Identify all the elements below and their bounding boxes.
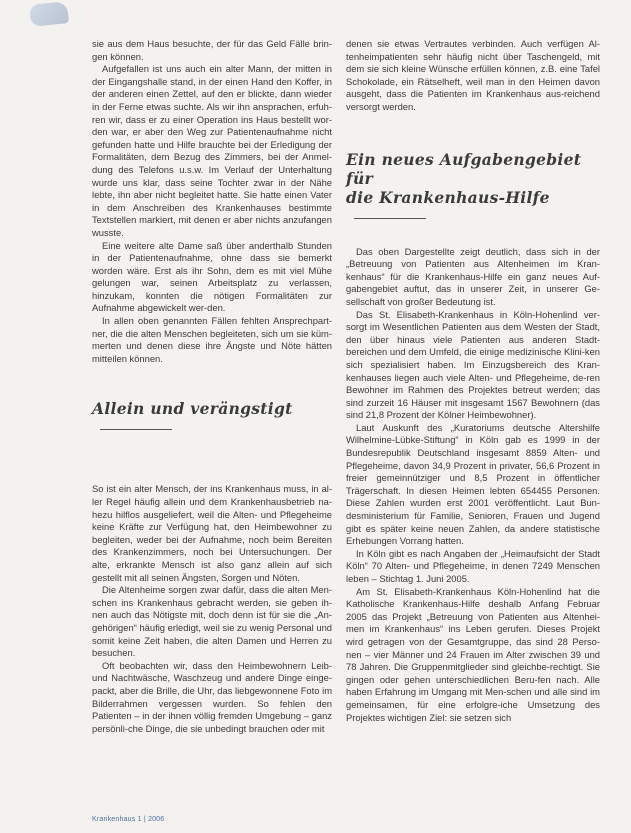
heading-rule bbox=[100, 429, 172, 430]
paragraph: denen sie etwas Vertrautes verbinden. Auch verfügen Al-tenheimpatienten sehr häufig nicht über Taschengeld, mit dem sie sich kleine Wünsche erfüllen können, z.B. eine Tafel Schokolade, ein Rätselheft, weil man in den Heimen davon ausgeht, dass die Patienten im Krankenhaus aus-reichend versorgt werden. bbox=[346, 38, 600, 112]
section-heading bbox=[92, 399, 332, 437]
left-column bbox=[92, 38, 332, 735]
paragraph: In Köln gibt es nach Angaben der „Heimaufsicht der Stadt Köln“ 70 Alten- und Pflegeheime, in denen 7249 Menschen leben – Stichtag 1. Juni 2005. bbox=[346, 547, 600, 584]
paragraph: Die Altenheime sorgen zwar dafür, dass die alten Men-schen ins Krankenhaus gebracht werden, sie geben ih-nen auch das Nötigste mit, doch denn ist für sie die „An-gehörigen“ häufig erledigt, weil sie zu wenig Personal und somit keine Zeit haben, die alten Damen und Herren zu besuchen. bbox=[92, 584, 332, 659]
heading-rule bbox=[354, 218, 426, 219]
paragraph: Laut Auskunft des „Kuratoriums deutsche Altershilfe Wilhelmine-Lübke-Stiftung“ in Köln gab es 1999 in der Bundesrepublik Deutschland insgesamt 8859 Alten- und Pflegeheime, davon 34,9 Prozent in privater, 56,6 Prozent in freier gemeinnütziger und 8,5 Prozent in öffentlicher Trägerschaft. In diesen Heimen lebten 654455 Personen. Diese Zahlen wurden erst 2001 veröffentlicht. Laut Bun-desministerium für Familie, Senioren, Frauen und Jugend gibt es später keine neuen Zahlen, da andere statistische Erhebungen Vorrang hatten. bbox=[346, 421, 600, 547]
paragraph: Oft beobachten wir, dass den Heimbewohnern Leib- und Nachtwäsche, Waschzeug und andere Dinge einge-packt, aber die Brille, die Uhr, das liebgewonnene Foto im Bilderrahmen vergessen wurden. So fehlen den Patienten – in der ihnen völlig fremden Umgebung – ganz persönli-che Dinge, die sie unbedingt brauchen oder mit bbox=[92, 659, 332, 734]
paragraph: Eine weitere alte Dame saß über anderthalb Stunden in der Patientenaufnahme, ohne dass sie bemerkt worden wäre. Erst als ihr Sohn, dem es mit viel Mühe gelungen war, seinen Arbeitsplatz zu verlassen, hinzukam, konnten die nötigen Formalitäten zur Aufnahme abgewickelt wer-den. bbox=[92, 239, 332, 314]
section-heading-line: Ein neues Aufgabengebiet für bbox=[346, 149, 582, 188]
paragraph: So ist ein alter Mensch, der ins Krankenhaus muss, in al-ler Regel häufig allein und dem Krankenhausbetrieb na-hezu hilflos ausgeliefert, weil die Alten- und Pflegeheime keine Kräfte zur Verfügung hat, den Heimbewohner zu begleiten, weder bei der Aufnahme, noch beim Bereiten des Krankenzimmers, noch bei Untersuchungen. Der alte, erkrankte Mensch ist also ganz allein auf sich gestellt mit all seinen Ängsten, Sorgen und Nöten. bbox=[92, 483, 332, 583]
page-footer: Krankenhaus 1 | 2006 bbox=[92, 816, 165, 823]
section-heading bbox=[346, 150, 600, 226]
paragraph: Das oben Dargestellte zeigt deutlich, dass sich in der „Betreuung von Patienten aus Altenheimen im Kran-kenhaus“ für die Krankenhaus-Hilfe ein ganz neues Auf-gabengebiet auftut, das in unserer Zeit, in unserer Ge-sellschaft von großer Bedeutung ist. bbox=[346, 245, 600, 307]
paragraph: Das St. Elisabeth-Krankenhaus in Köln-Hohenlind ver-sorgt im Wesentlichen Patienten aus dem Westen der Stadt, den über hinaus viele Patienten aus anderen Stadt-bereichen und dem Umfeld, die einige medizinische Klini-ken sich spezialisiert haben. Im Einzugsbereich des Kran-kenhauses liegen auch viele Alten- und Pflegeheime, de-ren Bewohner im Rahmen des Projektes betreut werden; das sind zurzeit 16 Häuser mit insgesamt 1567 Bewohnern (das sind 21,8 Prozent der Kölner Heimbewohner). bbox=[346, 308, 600, 421]
paragraph: In allen oben genannten Fällen fehlten Ansprechpart-ner, die die alten Menschen begleiteten, sich um sie küm-merten und denen diese ihre Ängste und Nöte hätten mitteilen können. bbox=[92, 315, 332, 364]
logo-icon bbox=[29, 1, 69, 27]
right-column bbox=[346, 38, 600, 724]
paragraph: Am St. Elisabeth-Krankenhaus Köln-Hohenlind hat die Katholische Krankenhaus-Hilfe deshalb Anfang Februar 2005 das Projekt „Betreuung von Patienten aus Altenhei-men im Krankenhaus“ ins Leben gerufen. Dieses Projekt wird getragen von der Gesamtgruppe, das sind 28 Perso-nen – vier Männer und 24 Frauen im Alter zwischen 39 und 78 Jahren. Die Gruppenmitglieder sind gleichbe-rechtigt. Sie gingen oder gehen unterschiedlichen Beru-fen nach. Alle haben Erfahrung im Umgang mit Men-schen und alle sind im gemeinsamen, für eine erfolgre-iche Umsetzung des Projektes wichtigen Ziel: sie setzen sich bbox=[346, 585, 600, 723]
section-heading-line: die Krankenhaus-Hilfe bbox=[346, 187, 550, 207]
paragraph: sie aus dem Haus besuchte, der für das Geld Fälle brin-gen können. bbox=[92, 38, 332, 62]
paragraph: Aufgefallen ist uns auch ein alter Mann, der mitten in der Eingangshalle stand, in der einen Hand den Koffer, in der anderen einen Zettel, auf den er blickte, dann wieder in der Ferne etwas suchte. Als wir ihn ansprachen, erfuh-ren wir, dass er zu einer Operation ins Haus bestellt wor-den war, er aber den Weg zur Patientenaufnahme nicht gefunden hatte und Hilfe brauchte bei der Erledigung der Formalitäten, dem Bezug des Zimmers, bei der Anmel-dung des Telefons u.s.w. Im Verlauf der Unterhaltung wurde uns klar, dass seine Tochter zwar in der Nähe lebte, ihn aber nicht begleitet hatte. Sie hatte einen Vater in dem Anschreiben des Krankenhauses bestimmte Textstellen markiert, mit denen er aber nichts anzufangen wusste. bbox=[92, 63, 332, 238]
section-heading-text: Allein und verängstigt bbox=[92, 399, 293, 419]
